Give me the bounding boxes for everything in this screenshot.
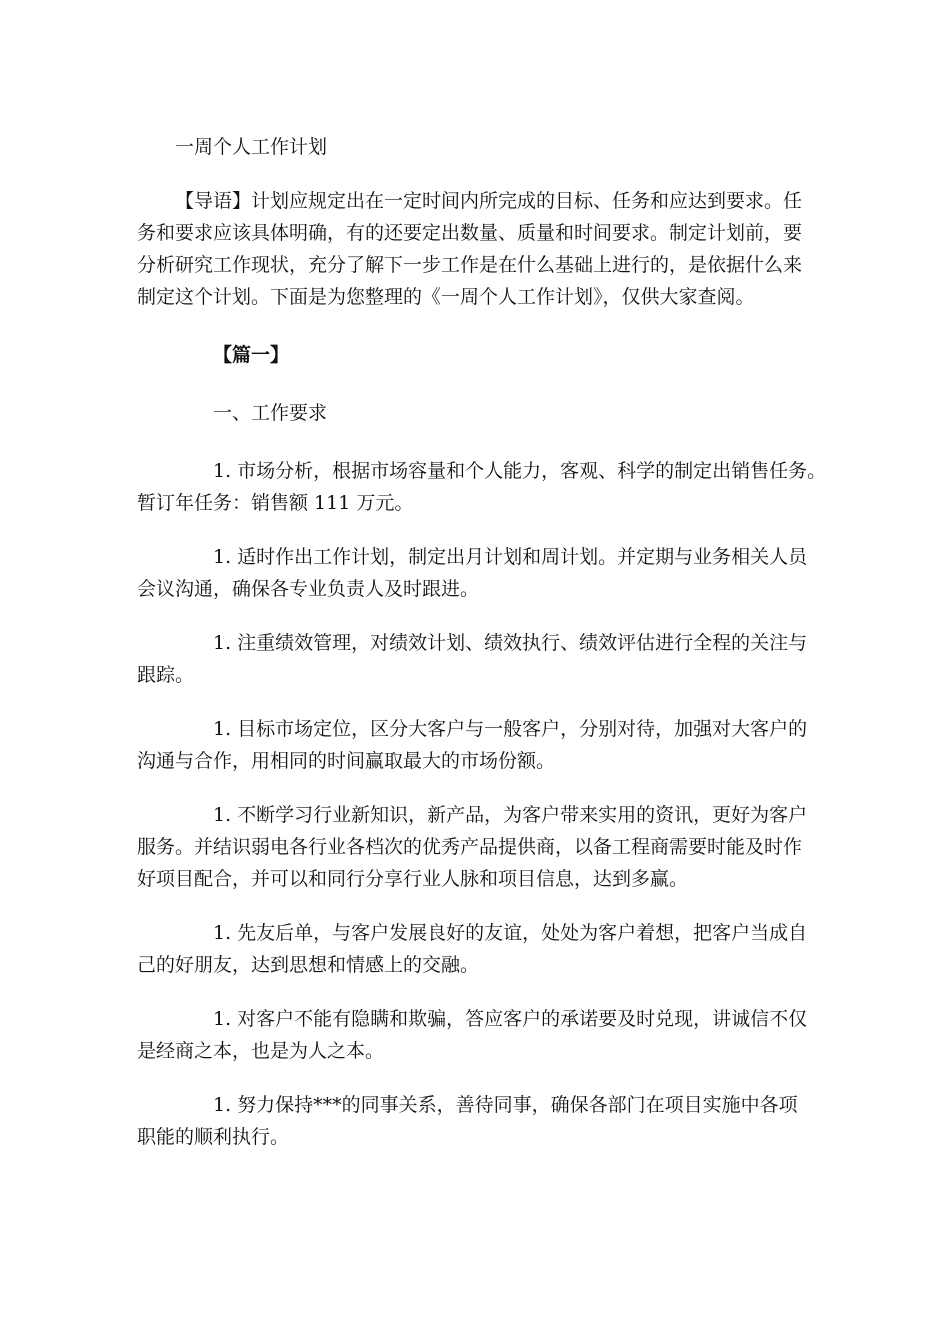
document-body [137,131,827,1153]
list-item-line: 暂订年任务：销售额 111 万元。 [137,492,414,514]
list-item-line: 跟踪。 [137,664,195,686]
section-heading: 【篇一】 [213,344,290,366]
list-item-line: 1. 适时作出工作计划，制定出月计划和周计划。并定期与业务相关人员 [213,546,808,568]
intro-paragraph [137,185,817,313]
list-item-line: 会议沟通，确保各专业负责人及时跟进。 [137,578,480,600]
intro-line: 制定这个计划。下面是为您整理的《一周个人工作计划》，仅供大家查阅。 [137,286,755,308]
list-item-line: 己的好朋友，达到思想和情感上的交融。 [137,954,480,976]
list-item-line: 1. 努力保持***的同事关系，善待同事，确保各部门在项目实施中各项 [213,1094,798,1116]
list-item-line: 1. 不断学习行业新知识，新产品，为客户带来实用的资讯，更好为客户 [213,804,808,826]
list-item [137,1003,817,1067]
list-item [137,917,817,981]
document-title: 一周个人工作计划 [175,136,328,158]
list-item [137,455,827,519]
intro-line: 务和要求应该具体明确，有的还要定出数量、质量和时间要求。制定计划前，要 [137,222,803,244]
list-item-line: 沟通与合作，用相同的时间赢取最大的市场份额。 [137,750,556,772]
list-item [137,1089,817,1153]
list-item [137,541,817,605]
list-item-line: 好项目配合，并可以和同行分享行业人脉和项目信息，达到多赢。 [137,868,689,890]
subheading: 一、工作要求 [213,402,328,424]
intro-line: 分析研究工作现状，充分了解下一步工作是在什么基础上进行的，是依据什么来 [137,254,803,276]
list-item-line: 1. 市场分析，根据市场容量和个人能力，客观、科学的制定出销售任务。 [213,460,827,482]
list-item-line: 服务。并结识弱电各行业各档次的优秀产品提供商，以备工程商需要时能及时作 [137,836,803,858]
list-item-line: 职能的顺利执行。 [137,1126,290,1148]
intro-line: 【导语】计划应规定出在一定时间内所完成的目标、任务和应达到要求。任 [175,190,803,212]
list-item [137,627,817,691]
list-item-line: 1. 注重绩效管理，对绩效计划、绩效执行、绩效评估进行全程的关注与 [213,632,808,654]
list-item [137,799,817,895]
list-item-line: 1. 对客户不能有隐瞒和欺骗，答应客户的承诺要及时兑现，讲诚信不仅 [213,1008,808,1030]
list-item-line: 1. 目标市场定位，区分大客户与一般客户，分别对待，加强对大客户的 [213,718,808,740]
list-item [137,713,817,777]
list-item-line: 1. 先友后单，与客户发展良好的友谊，处处为客户着想，把客户当成自 [213,922,808,944]
list-item-line: 是经商之本，也是为人之本。 [137,1040,385,1062]
